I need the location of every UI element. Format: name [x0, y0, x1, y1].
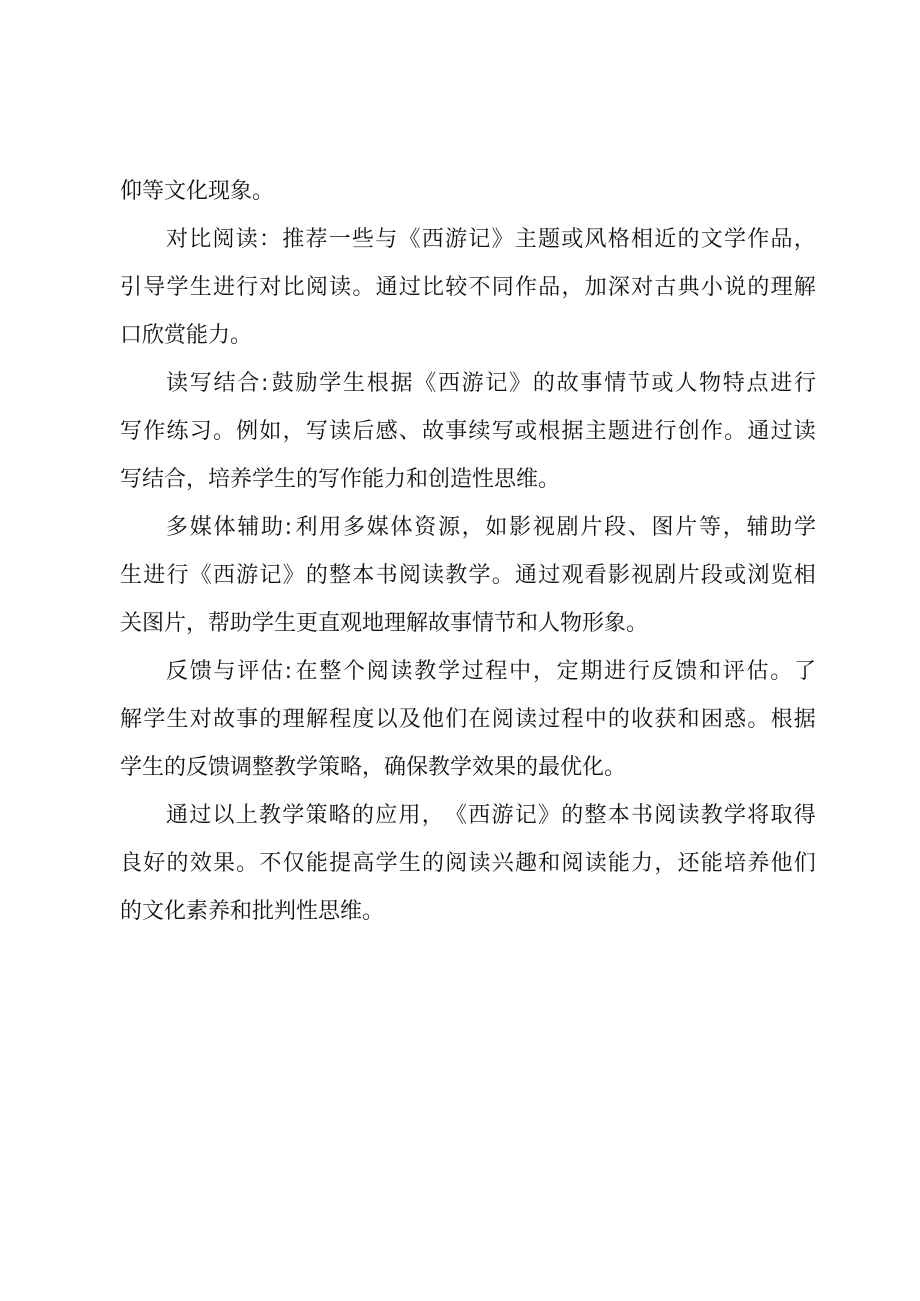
text-line: 关图片，帮助学生更直观地理解故事情节和人物形象。 — [120, 611, 649, 636]
text-line: 多 媒 体 辅 助 : 利 用 多 媒 体 资 源 ， 如 影 视 剧 片 段 、 图 片 等 ， 辅 助 学 — [166, 515, 816, 540]
text-line: 对 比 阅 读 ： 推 荐 一 些 与 《 西 游 记 》 主 题 或 风 格 相 近 的 文 学 作 品 ， — [166, 227, 816, 252]
text-line: 仰等文化现象。 — [120, 179, 275, 204]
text-line: 口欣赏能力。 — [120, 323, 253, 348]
document-body — [120, 168, 816, 936]
text-line: 反 馈 与 评 估 : 在 整 个 阅 读 教 学 过 程 中 ， 定 期 进 行 反 馈 和 评 估 。 了 — [166, 659, 816, 684]
text-line: 引 导 学 生 进 行 对 比 阅 读 。 通 过 比 较 不 同 作 品 ， 加 深 对 古 典 小 说 的 理 解 — [120, 275, 816, 300]
text-line: 学生的反馈调整教学策略，确保教学效果的最优化。 — [120, 755, 627, 780]
text-line: 良 好 的 效 果 。 不 仅 能 提 高 学 生 的 阅 读 兴 趣 和 阅 读 能 力 ， 还 能 培 养 他 们 — [120, 851, 816, 876]
text-line: 读 写 结 合 : 鼓 励 学 生 根 据 《 西 游 记 》 的 故 事 情 节 或 人 物 特 点 进 行 — [166, 371, 816, 396]
text-line: 生 进 行 《 西 游 记 》 的 整 本 书 阅 读 教 学 。 通 过 观 看 影 视 剧 片 段 或 浏 览 相 — [120, 563, 816, 588]
text-line: 解 学 生 对 故 事 的 理 解 程 度 以 及 他 们 在 阅 读 过 程 中 的 收 获 和 困 惑 。 根 据 — [120, 707, 816, 732]
text-line: 写结合，培养学生的写作能力和创造性思维。 — [120, 467, 561, 492]
text-line: 通 过 以 上 教 学 策 略 的 应 用 ， 《 西 游 记 》 的 整 本 书 阅 读 教 学 将 取 得 — [166, 803, 816, 828]
text-line: 的文化素养和批判性思维。 — [120, 899, 385, 924]
text-line: 写 作 练 习 。 例 如 ， 写 读 后 感 、 故 事 续 写 或 根 据 主 题 进 行 创 作 。 通 过 读 — [120, 419, 816, 444]
